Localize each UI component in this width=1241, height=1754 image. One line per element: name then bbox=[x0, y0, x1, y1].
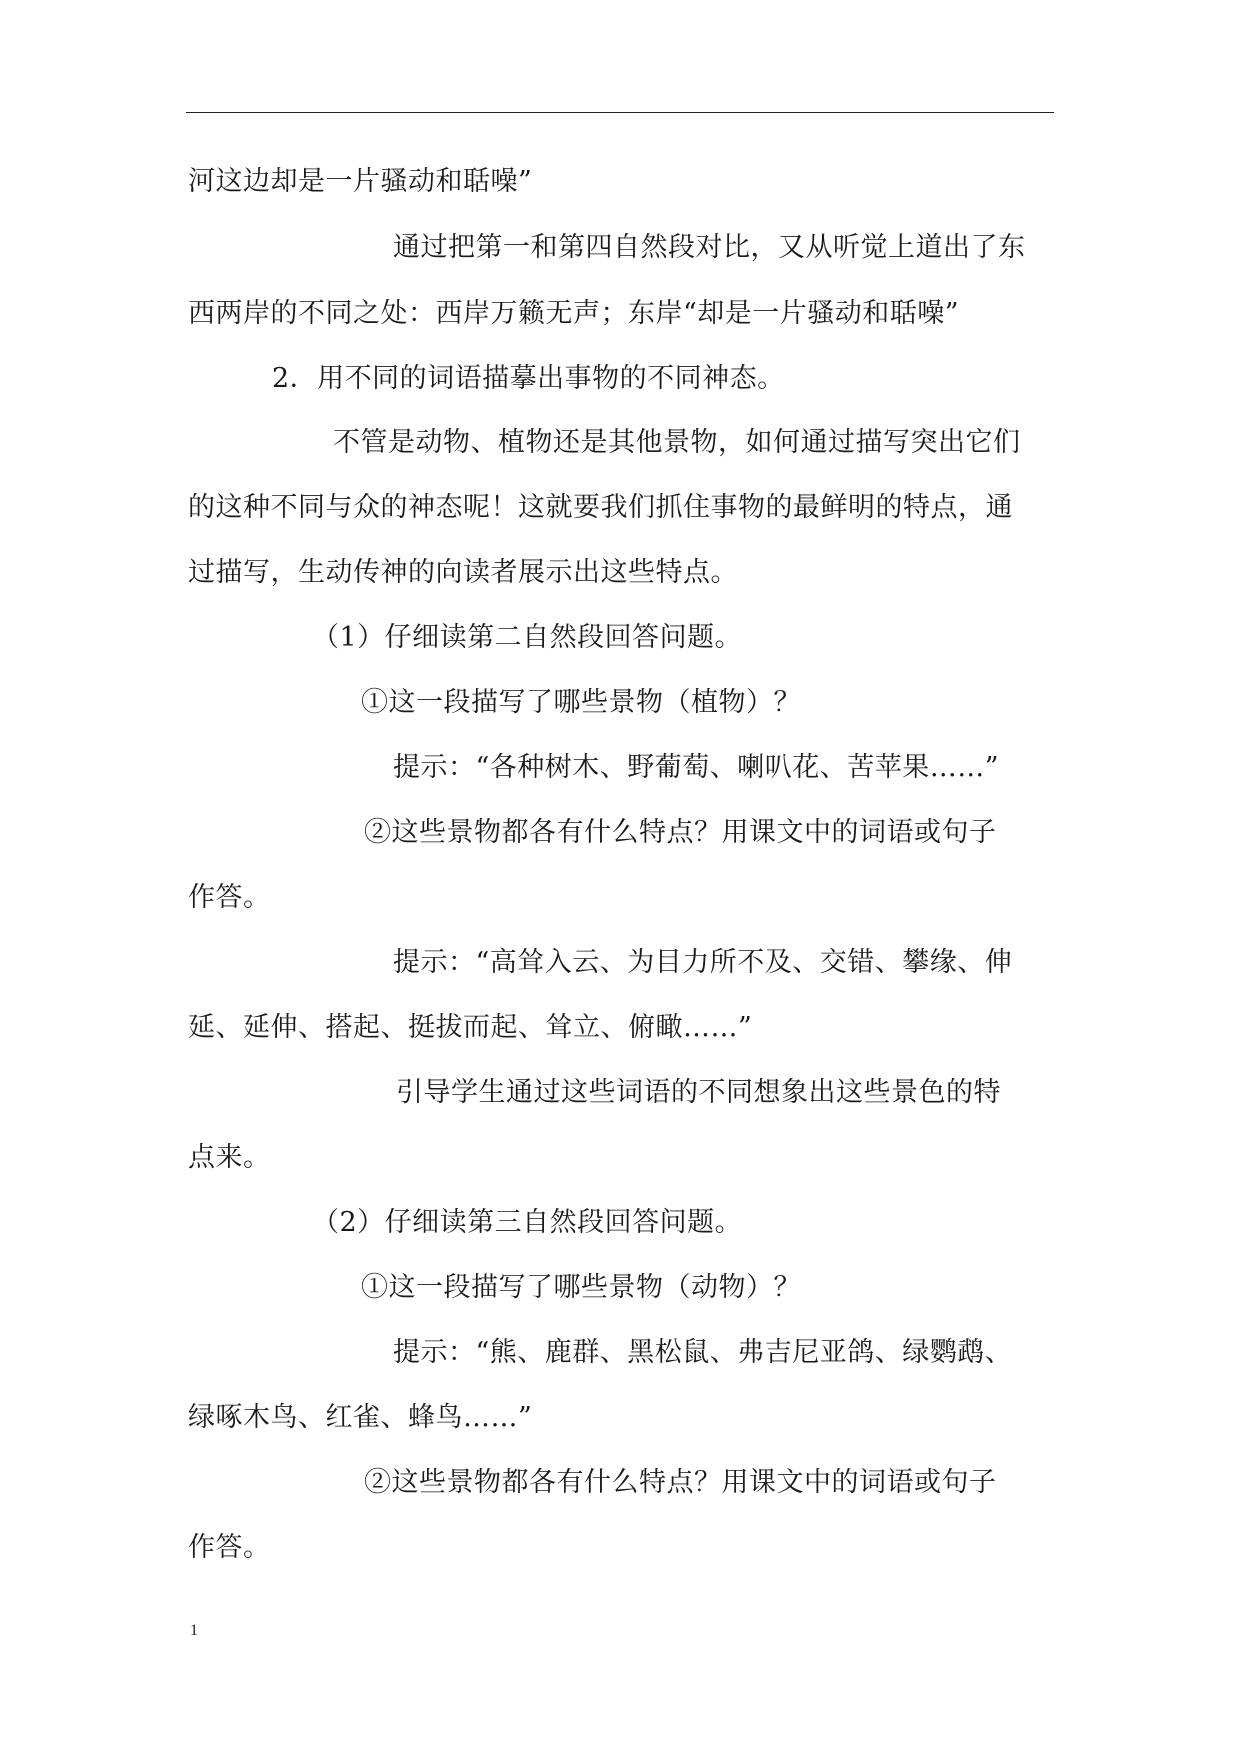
header-rule bbox=[186, 112, 1054, 113]
text-line: 通过把第一和第四自然段对比，又从听觉上道出了东 bbox=[393, 232, 1026, 263]
text-line: 作答。 bbox=[188, 882, 271, 913]
question-line: ②这些景物都各有什么特点？用课文中的词语或句子 bbox=[364, 1467, 997, 1498]
question-line: ②这些景物都各有什么特点？用课文中的词语或句子 bbox=[364, 817, 997, 848]
text-line: 作答。 bbox=[188, 1532, 271, 1563]
hint-line: 提示：“各种树木、野葡萄、喇叭花、苦苹果……” bbox=[393, 752, 1000, 783]
text-line: 点来。 bbox=[188, 1142, 271, 1173]
text-line: 引导学生通过这些词语的不同想象出这些景色的特 bbox=[396, 1077, 1001, 1108]
text-line: 绿啄木鸟、红雀、蜂鸟……” bbox=[188, 1402, 533, 1433]
hint-line: 提示：“高耸入云、为目力所不及、交错、攀缘、伸 bbox=[393, 947, 1013, 978]
subsection-heading: （2）仔细读第三自然段回答问题。 bbox=[312, 1207, 743, 1238]
text-line: 的这种不同与众的神态呢！这就要我们抓住事物的最鲜明的特点，通 bbox=[188, 492, 1013, 523]
text-line: 西两岸的不同之处：西岸万籁无声；东岸“却是一片骚动和聒噪” bbox=[188, 298, 960, 329]
section-heading: 2．用不同的词语描摹出事物的不同神态。 bbox=[272, 363, 785, 394]
subsection-heading: （1）仔细读第二自然段回答问题。 bbox=[312, 622, 743, 653]
page-number: 1 bbox=[190, 1622, 198, 1639]
text-line: 过描写，生动传神的向读者展示出这些特点。 bbox=[188, 557, 738, 588]
text-line: 河这边却是一片骚动和聒噪” bbox=[188, 166, 533, 197]
question-line: ①这一段描写了哪些景物（动物）？ bbox=[361, 1272, 801, 1303]
text-line: 不管是动物、植物还是其他景物，如何通过描写突出它们 bbox=[333, 427, 1021, 458]
question-line: ①这一段描写了哪些景物（植物）？ bbox=[361, 687, 801, 718]
hint-line: 提示：“熊、鹿群、黑松鼠、弗吉尼亚鸽、绿鹦鹉、 bbox=[393, 1337, 1013, 1368]
text-line: 延、延伸、搭起、挺拔而起、耸立、俯瞰……” bbox=[188, 1012, 753, 1043]
